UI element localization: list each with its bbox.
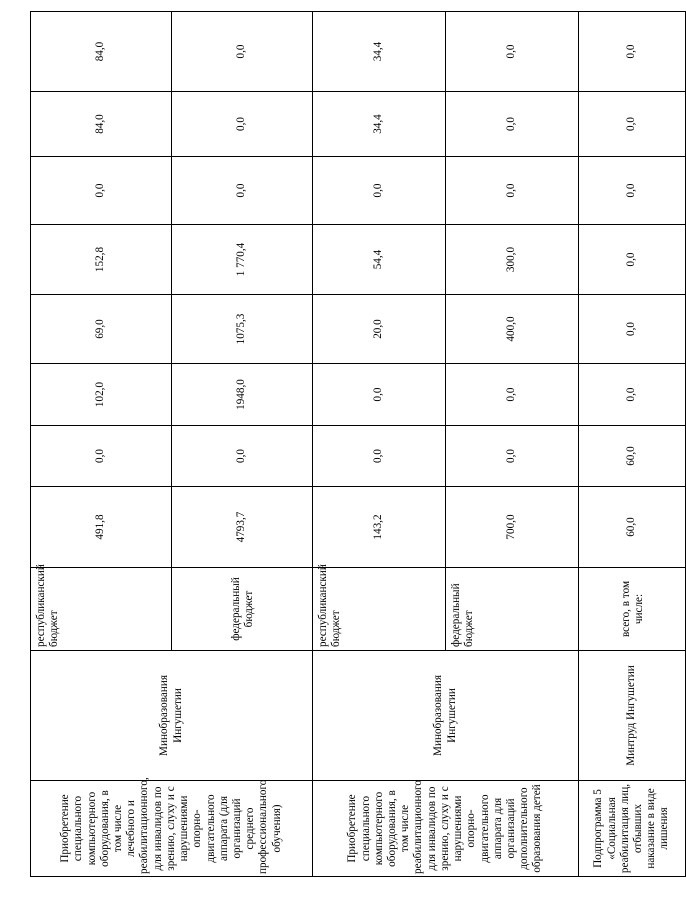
value-cell: 20,0 [313, 295, 446, 364]
value-cell: 491,8 [31, 487, 172, 568]
value-cell: 152,8 [31, 225, 172, 295]
value-cell: 300,0 [446, 225, 579, 295]
funding-source-cell: республиканский бюджет [31, 568, 172, 651]
value-cell: 102,0 [31, 364, 172, 426]
budget-table [30, 11, 686, 877]
table-row [313, 12, 446, 877]
value-cell: 0,0 [579, 295, 686, 364]
value-cell: 0,0 [446, 92, 579, 157]
value-cell: 84,0 [31, 92, 172, 157]
value-cell: 60,0 [579, 426, 686, 487]
value-cell: 0,0 [172, 92, 313, 157]
funding-source-cell: федеральный бюджет [172, 568, 313, 651]
value-cell: 34,4 [313, 92, 446, 157]
value-cell: 34,4 [313, 12, 446, 92]
value-cell: 0,0 [172, 426, 313, 487]
value-cell: 0,0 [313, 364, 446, 426]
value-cell: 1075,3 [172, 295, 313, 364]
executor-cell: Минтруд Ингушетии [579, 651, 686, 781]
value-cell: 143,2 [313, 487, 446, 568]
value-cell: 4793,7 [172, 487, 313, 568]
value-cell: 0,0 [579, 225, 686, 295]
value-cell: 0,0 [172, 12, 313, 92]
value-cell: 84,0 [31, 12, 172, 92]
value-cell: 400,0 [446, 295, 579, 364]
funding-source-cell: федеральный бюджет [446, 568, 579, 651]
program-name-cell: Приобретение специального компьютерного оборудования, в том числе лечебного и реабилитационного, для инвалидов по зрению, слуху и с нарушениями опорно-двигательного аппарата (для организаций среднего профессионального обучения) [31, 781, 313, 877]
value-cell: 0,0 [579, 364, 686, 426]
program-name-cell: Подпрограмма 5 «Социальная реабилитация лиц, отбывших наказание в виде лишения [579, 781, 686, 877]
table-row [31, 12, 172, 877]
funding-source-cell: республиканский бюджет [313, 568, 446, 651]
table-row [579, 12, 686, 877]
value-cell: 0,0 [31, 426, 172, 487]
value-cell: 0,0 [313, 426, 446, 487]
value-cell: 1 770,4 [172, 225, 313, 295]
funding-source-cell: всего, в том числе: [579, 568, 686, 651]
value-cell: 54,4 [313, 225, 446, 295]
value-cell: 1948,0 [172, 364, 313, 426]
value-cell: 0,0 [579, 157, 686, 225]
executor-cell: Минобразования Ингушетии [31, 651, 313, 781]
value-cell: 0,0 [446, 426, 579, 487]
value-cell: 0,0 [31, 157, 172, 225]
value-cell: 0,0 [313, 157, 446, 225]
value-cell: 0,0 [579, 12, 686, 92]
executor-cell: Минобразования Ингушетии [313, 651, 579, 781]
value-cell: 60,0 [579, 487, 686, 568]
value-cell: 0,0 [579, 92, 686, 157]
value-cell: 0,0 [446, 12, 579, 92]
value-cell: 0,0 [446, 364, 579, 426]
value-cell: 0,0 [446, 157, 579, 225]
program-name-cell: Приобретение специального компьютерного оборудования, в том числе реабилитационного для инвалидов по зрению, слуху и с нарушениями опорно-двигательного аппарата для организаций дополнительного образования детей [313, 781, 579, 877]
value-cell: 700,0 [446, 487, 579, 568]
value-cell: 0,0 [172, 157, 313, 225]
value-cell: 69,0 [31, 295, 172, 364]
